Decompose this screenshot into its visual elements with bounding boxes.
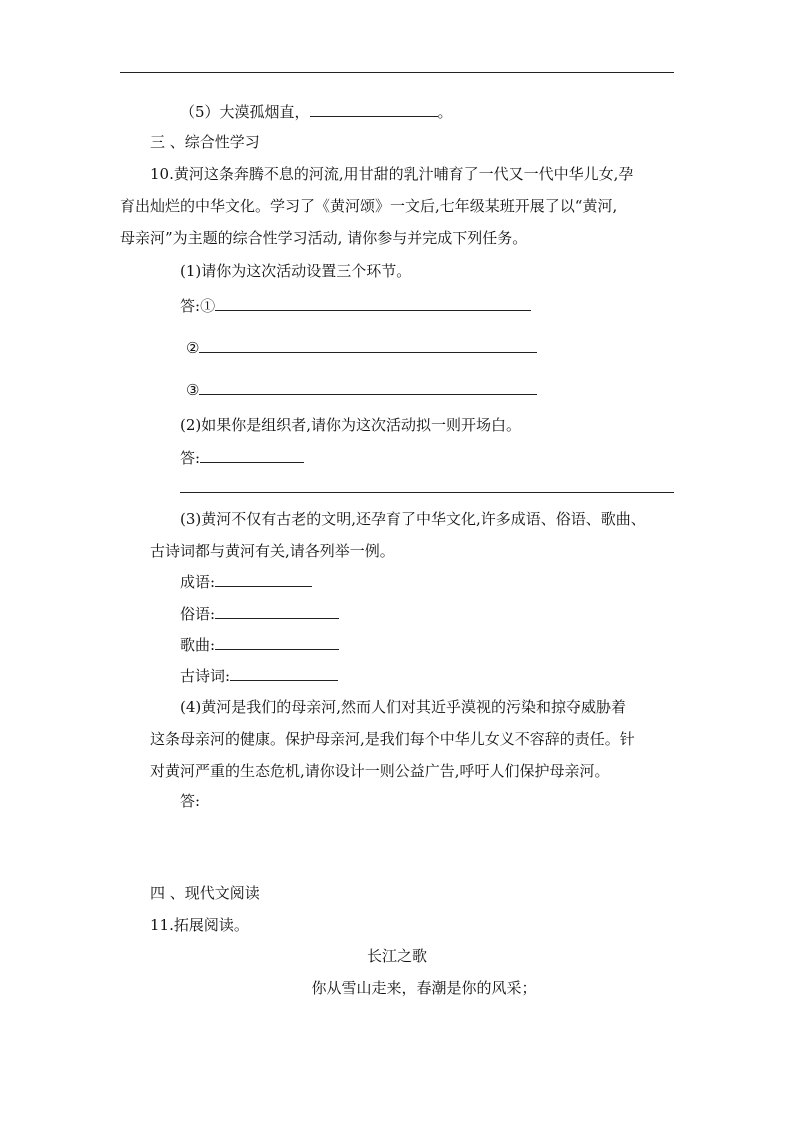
task1-answer-3: ③ [186,379,537,401]
q10-intro-line2: 育出灿烂的中华文化。学习了《黄河颂》一文后,七年级某班开展了以“黄河, [120,197,618,215]
answer-line-full[interactable] [180,492,674,493]
poem-line-1: 你从雪山走来，春潮是你的风采； [311,979,537,997]
answer-blank[interactable] [199,338,537,353]
q10-task4-line1: (4)黄河是我们的母亲河,然而人们对其近乎漠视的污染和掠夺威胁着 [180,698,627,716]
task1-answer-1: 答:① [180,295,531,317]
task2-answer: 答: [180,447,304,469]
answer-blank[interactable] [215,604,339,619]
song-answer: 歌曲: [180,634,339,656]
header-rule [120,72,674,73]
answer-blank[interactable] [199,380,537,395]
q10-task4-line2: 这条母亲河的健康。保护母亲河,是我们每个中华儿女义不容辞的责任。针 [150,730,635,748]
answer-blank[interactable] [310,102,438,117]
answer-blank[interactable] [230,666,338,681]
q10-task4-line3: 对黄河严重的生态危机,请你设计一则公益广告,呼吁人们保护母亲河。 [150,762,610,780]
q11-label: 11.拓展阅读。 [150,916,249,934]
answer-blank[interactable] [215,635,339,650]
answer-blank[interactable] [215,296,531,311]
poem-title: 长江之歌 [366,947,427,965]
q10-task1: (1)请你为这次活动设置三个环节。 [180,262,412,280]
q10-intro-line3: 母亲河”为主题的综合性学习活动, 请你参与并完成下列任务。 [120,229,528,247]
idiom-answer: 成语: [180,571,312,593]
q10-task3-line2: 古诗词都与黄河有关,请各列举一例。 [150,542,395,560]
poem-answer: 古诗词: [180,665,338,687]
task4-answer-label: 答: [180,792,201,810]
q10-task3-line1: (3)黄河不仅有古老的文明,还孕育了中华文化,许多成语、俗语、歌曲、 [180,510,646,528]
q9-item5: （5）大漠孤烟直， 。 [180,103,453,121]
answer-blank[interactable] [215,572,312,587]
task1-answer-2: ② [186,337,537,359]
proverb-answer: 俗语: [180,603,339,625]
q10-intro-line1: 10.黄河这条奔腾不息的河流,用甘甜的乳汁哺育了一代又一代中华儿女,孕 [150,165,634,183]
answer-blank[interactable] [200,448,304,463]
section-3-heading: 三 、综合性学习 [150,133,260,151]
section-4-heading: 四 、现代文阅读 [150,884,260,902]
q10-task2: (2)如果你是组织者,请你为这次活动拟一则开场白。 [180,416,522,434]
